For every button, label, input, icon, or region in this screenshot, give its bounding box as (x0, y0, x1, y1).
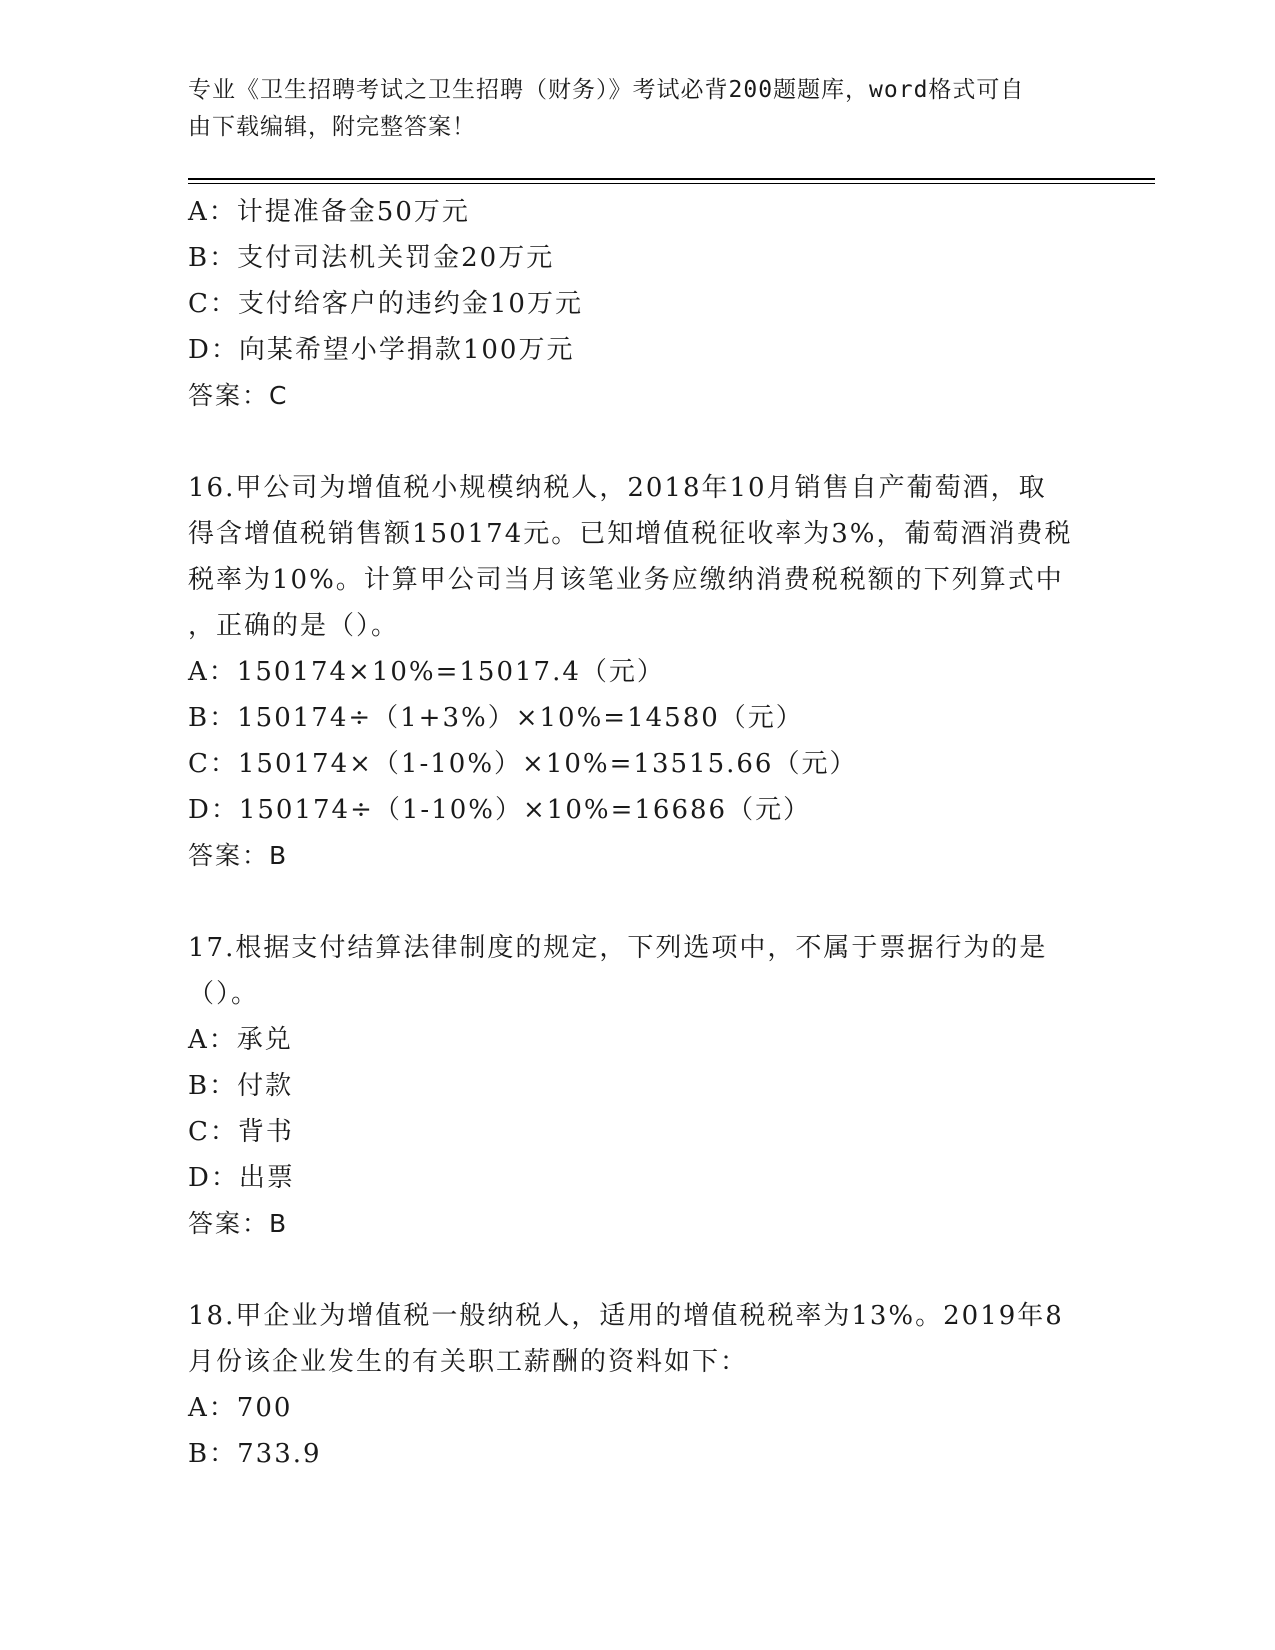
spacer (188, 879, 1088, 925)
question-stem-line: 税率为10%。计算甲公司当月该笔业务应缴纳消费税税额的下列算式中 (188, 565, 1064, 595)
header-line-1: 专业《卫生招聘考试之卫生招聘（财务）》考试必背200题题库，word格式可自 (188, 77, 1025, 103)
spacer (188, 1247, 1088, 1293)
question-stem-line: 17.根据支付结算法律制度的规定，下列选项中，不属于票据行为的是 (188, 933, 1048, 963)
option-d: D：向某希望小学捐款100万元 (188, 335, 575, 365)
answer-line: 答案：B (188, 1209, 289, 1238)
header-line-2: 由下载编辑，附完整答案！ (188, 114, 476, 140)
question-17 (188, 925, 1083, 1247)
question-15 (188, 189, 1083, 419)
question-stem-line: （）。 (188, 979, 260, 1009)
question-stem-line: ，正确的是（）。 (188, 611, 400, 641)
option-a: A：700 (188, 1393, 293, 1423)
spacer (188, 419, 1088, 465)
question-18 (188, 1293, 1083, 1477)
option-c: C：150174×（1-10%）×10%=13515.66（元） (188, 749, 858, 779)
question-stem-line: 18.甲企业为增值税一般纳税人，适用的增值税税率为13%。2019年8 (188, 1301, 1064, 1331)
option-a: A：计提准备金50万元 (188, 197, 470, 227)
document-header (188, 72, 1068, 146)
question-content (188, 189, 1088, 1477)
option-b: B：付款 (188, 1071, 294, 1101)
option-c: C：背书 (188, 1117, 294, 1147)
question-stem-line: 16.甲公司为增值税小规模纳税人，2018年10月销售自产葡萄酒，取 (188, 473, 1047, 503)
answer-line: 答案：C (188, 381, 289, 410)
option-a: A：150174×10%=15017.4（元） (188, 657, 665, 687)
question-stem-line: 月份该企业发生的有关职工薪酬的资料如下： (188, 1347, 749, 1377)
option-b: B：150174÷（1+3%）×10%=14580（元） (188, 703, 804, 733)
header-divider-thin (188, 183, 1155, 184)
option-d: D：150174÷（1-10%）×10%=16686（元） (188, 795, 812, 825)
option-b: B：支付司法机关罚金20万元 (188, 243, 555, 273)
option-d: D：出票 (188, 1163, 295, 1193)
option-a: A：承兑 (188, 1025, 293, 1055)
question-16 (188, 465, 1083, 879)
header-divider-thick (188, 178, 1155, 180)
option-c: C：支付给客户的违约金10万元 (188, 289, 583, 319)
question-stem-line: 得含增值税销售额150174元。已知增值税征收率为3%，葡萄酒消费税 (188, 519, 1073, 549)
answer-line: 答案：B (188, 841, 289, 870)
option-b: B：733.9 (188, 1439, 322, 1469)
